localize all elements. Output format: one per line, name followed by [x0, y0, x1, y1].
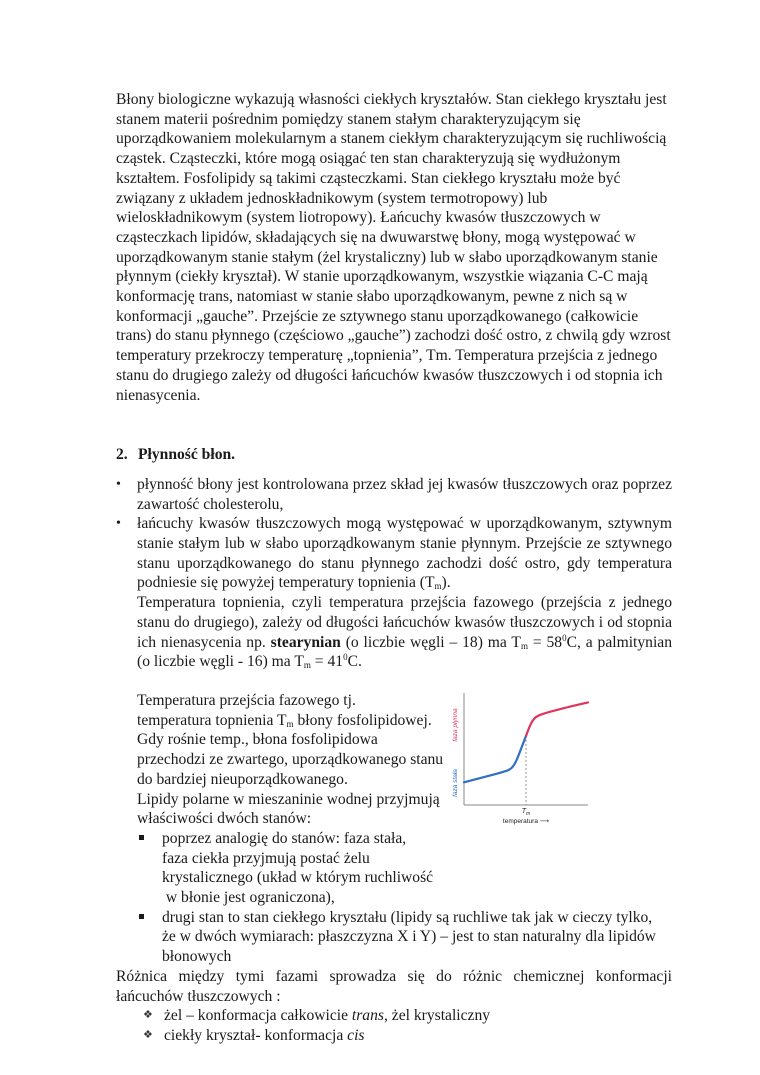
- bullet-item: [116, 475, 672, 514]
- text-line: właściwości dwóch stanów:: [137, 810, 312, 828]
- subscript: m: [434, 581, 442, 592]
- series-group: [464, 702, 588, 782]
- bullet-text: płynność błony jest kontrolowana przez skład jej kwasów tłuszczowych oraz poprzez zawartość cholesterolu,: [137, 475, 672, 513]
- figure-block: [116, 691, 672, 829]
- text-run: temperatura topnienia T: [137, 711, 287, 729]
- text-run: ciekły kryształ- konformacja: [164, 1026, 348, 1044]
- text-line: że w dwóch wymiarach: płaszczyzna X i Y) – jest to stan naturalny dla lipidów: [162, 928, 656, 946]
- intro-paragraph: Błony biologiczne wykazują własności ciekłych kryształów. Stan ciekłego kryształu jest stanem materii pośrednim pomiędzy stanem stałym charakteryzującym się uporządkowaniem molekularnym a stanem ciekłym charakteryzującym się ruchliwością cząstek. Cząsteczki, które mogą osiągać ten stan charakteryzują się wydłużonym kształtem. Fosfolipidy są takimi cząsteczkami. Stan ciekłego kryształu może być związany z układem jednoskładnikowym (system termotropowy) lub wieloskładnikowym (system liotropowy). Łańcuchy kwasów tłuszczowych w cząsteczkach lipidów, składających się na dwuwarstwę błony, mogą występować w uporządkowanym stanie stałym (żel krystaliczny) lub w słabo uporządkowanym stanie płynnym (ciekły kryształ). W stanie uporządkowanym, wszystkie wiązania C-C mają konformację trans, natomiast w stanie słabo uporządkowanym, pewne z nich są w konformacji „gauche”. Przejście ze sztywnego stanu uporządkowanego (całkowicie trans) do stanu płynnego (częściowo „gauche”) zachodzi dość ostro, z chwilą gdy wzrost temperatury przekroczy temperaturę „topnienia”, Tm. Temperatura przejścia z jednego stanu do drugiego zależy od długości łańcuchów kwasów tłuszczowych i od stopnia ich nienasycenia.: [116, 91, 671, 404]
- text-run: Temperatura topnienia, czyli temperatura przejścia fazowego (przejścia z jednego stanu do drugiego), zależy od długości łańcuchów kwasów tłuszczowych i od stopnia ich nienasycenia np.: [137, 594, 672, 651]
- subscript: m: [303, 660, 311, 671]
- diamond-bullet-icon: ❖: [143, 1028, 153, 1041]
- text-run: C.: [347, 653, 362, 671]
- diamond-bullet-item: [116, 1006, 672, 1026]
- series-line-liquid-phase: [526, 702, 588, 735]
- bullet-item: [116, 514, 672, 593]
- series-line-solid-phase: [464, 736, 526, 782]
- bullet-text: łańcuchy kwasów tłuszczowych mogą występować w uporządkowanym, sztywnym stanie stałym lub w słabo uporządkowanym stanie płynnym. Przejście ze sztywnego stanu uporządkowanego do stanu płynnego zachodzi dość ostro, gdy temperatura podniesie się powyżej temperatury topnienia (T: [137, 515, 672, 592]
- diamond-bullet-list: [116, 1006, 672, 1045]
- superscript: 0: [343, 652, 348, 663]
- text-line: Gdy rośnie temp., błona fosfolipidowa: [137, 731, 378, 749]
- section-title: Płynność błon.: [138, 446, 236, 464]
- x-axis-label: temperatura ⟶: [502, 817, 550, 825]
- text-line: przechodzi ze zwartego, uporządkowanego stanu: [137, 751, 444, 769]
- text-line: Lipidy polarne w mieszaninie wodnej przyjmują: [137, 790, 440, 808]
- tm-tick-label: [522, 808, 530, 817]
- diamond-bullet-icon: ❖: [143, 1009, 153, 1022]
- bullet-text-end: ).: [441, 574, 451, 592]
- section-number: 2.: [116, 446, 128, 464]
- diamond-bullet-item: [116, 1026, 672, 1046]
- text-run: błony fosfolipidowej.: [293, 711, 432, 729]
- text-run: = 41: [310, 653, 344, 671]
- bullet-icon: •: [116, 476, 121, 492]
- subscript: m: [286, 718, 294, 729]
- text-run: żel – konformacja całkowicie: [164, 1007, 352, 1025]
- bold-term: stearynian: [270, 633, 341, 651]
- text-line: w błonie jest ograniczona),: [162, 889, 335, 907]
- superscript: 0: [562, 632, 567, 643]
- text-line: faza ciekła przyjmują postać żelu: [162, 849, 370, 867]
- square-bullet-item: [116, 829, 672, 908]
- section-heading: [116, 445, 672, 465]
- phase-transition-chart: [436, 693, 636, 833]
- text-run: (o liczbie węgli – 18) ma T: [340, 633, 521, 651]
- square-bullet-icon: [139, 914, 144, 919]
- text-line: drugi stan to stan ciekłego kryształu (lipidy są ruchliwe tak jak w cieczy tylko,: [162, 908, 653, 926]
- square-bullet-icon: [139, 835, 144, 840]
- y-label-solid-phase: faza stała: [452, 769, 459, 797]
- text-line: do bardziej nieuporządkowanego.: [137, 770, 348, 788]
- y-label-liquid-phase: faza płynna: [452, 708, 459, 742]
- text-run: C, a palmitynian (o liczbie węgli - 16) ma T: [137, 633, 673, 671]
- square-bullet-item: [116, 908, 672, 967]
- italic-term: cis: [347, 1026, 365, 1044]
- document-page: [116, 90, 672, 1046]
- tm-label-sub: m: [526, 810, 531, 817]
- melting-temperature-paragraph: [116, 593, 672, 672]
- text-run: , żel krystaliczny: [383, 1007, 491, 1025]
- text-line: błonowych: [162, 948, 232, 966]
- italic-term: trans: [351, 1007, 384, 1025]
- bullet-list: [116, 475, 672, 593]
- tm-label-main: T: [521, 807, 527, 815]
- bullet-icon: •: [116, 516, 121, 532]
- text-line: Temperatura przejścia fazowego tj.: [137, 691, 356, 709]
- text-run: = 58: [527, 633, 563, 651]
- subscript: m: [520, 640, 528, 651]
- text-line: poprzez analogię do stanów: faza stała,: [162, 829, 407, 847]
- phase-paragraph: [116, 691, 467, 829]
- text-line: [137, 711, 467, 731]
- square-bullet-list: [116, 829, 672, 967]
- text-line: krystalicznego (układ w którym ruchliwość: [162, 869, 434, 887]
- difference-paragraph: Różnica między tymi fazami sprowadza się do różnic chemicznej konformacji łańcuchów tłuszczowych :: [116, 967, 672, 1005]
